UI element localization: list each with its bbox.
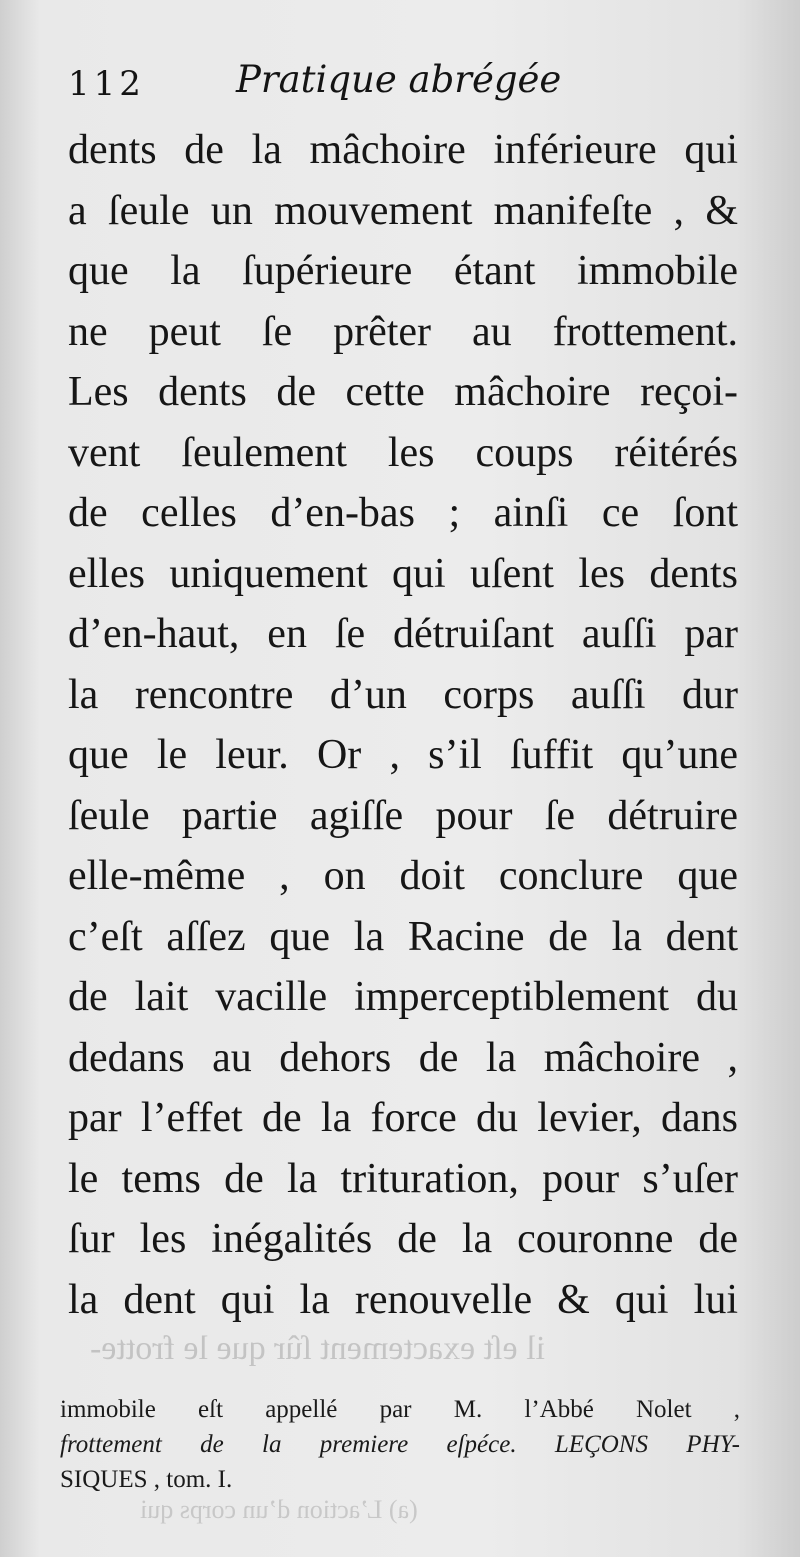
text-line: par l’effet de la force du levier, dans <box>68 1095 738 1141</box>
bleed-through-text: il eſt exactement ſûr que le frotte- <box>90 1330 546 1367</box>
text-line: la rencontre d’un corps auſſi dur <box>68 671 738 718</box>
running-title: Pratique abrégée <box>236 58 562 101</box>
page-header <box>68 58 748 118</box>
text-line: ſur les inégalités de la couronne de <box>68 1216 738 1262</box>
text-line: dedans au dehors de la mâchoire , <box>68 1034 738 1081</box>
text-line: elle-même , on doit conclure que <box>68 853 738 899</box>
bleed-through-footnote: (a) L’action d’un corps qui <box>140 1495 418 1524</box>
text-line: de celles d’en-bas ; ainſi ce ſont <box>68 490 738 536</box>
text-line: que la ſupérieure étant immobile <box>68 248 738 294</box>
footnote-line: frottement de la premiere eſpéce. LEÇONS PHY- <box>60 1431 740 1458</box>
footnote <box>60 1392 740 1497</box>
text-line: le tems de la trituration, pour s’uſer <box>68 1155 738 1202</box>
text-line: ne peut ſe prêter au frottement. <box>68 308 738 355</box>
text-line: de lait vacille imperceptiblement du <box>68 974 738 1020</box>
text-line: d’en-haut, en ſe détruiſant auſſi par <box>68 611 738 657</box>
text-line: dents de la mâchoire inférieure qui <box>68 127 738 173</box>
text-line: la dent qui la renouvelle & qui lui <box>68 1276 738 1323</box>
text-line: vent ſeulement les coups réitérés <box>68 429 738 476</box>
text-line: elles uniquement qui uſent les dents <box>68 550 738 597</box>
text-line: c’eſt aſſez que la Racine de la dent <box>68 913 738 960</box>
page-number: 112 <box>68 64 145 104</box>
text-line: a ſeule un mouvement manifeſte , & <box>68 187 738 234</box>
text-line: Les dents de cette mâchoire reçoi- <box>68 369 738 415</box>
footnote-line: SIQUES , tom. I. <box>60 1466 233 1493</box>
footnote-line: immobile eſt appellé par M. l’Abbé Nolet , <box>60 1396 740 1423</box>
text-line: que le leur. Or , s’il ſuffit qu’une <box>68 732 738 778</box>
text-line: ſeule partie agiſſe pour ſe détruire <box>68 792 738 839</box>
body-text <box>68 120 738 1330</box>
